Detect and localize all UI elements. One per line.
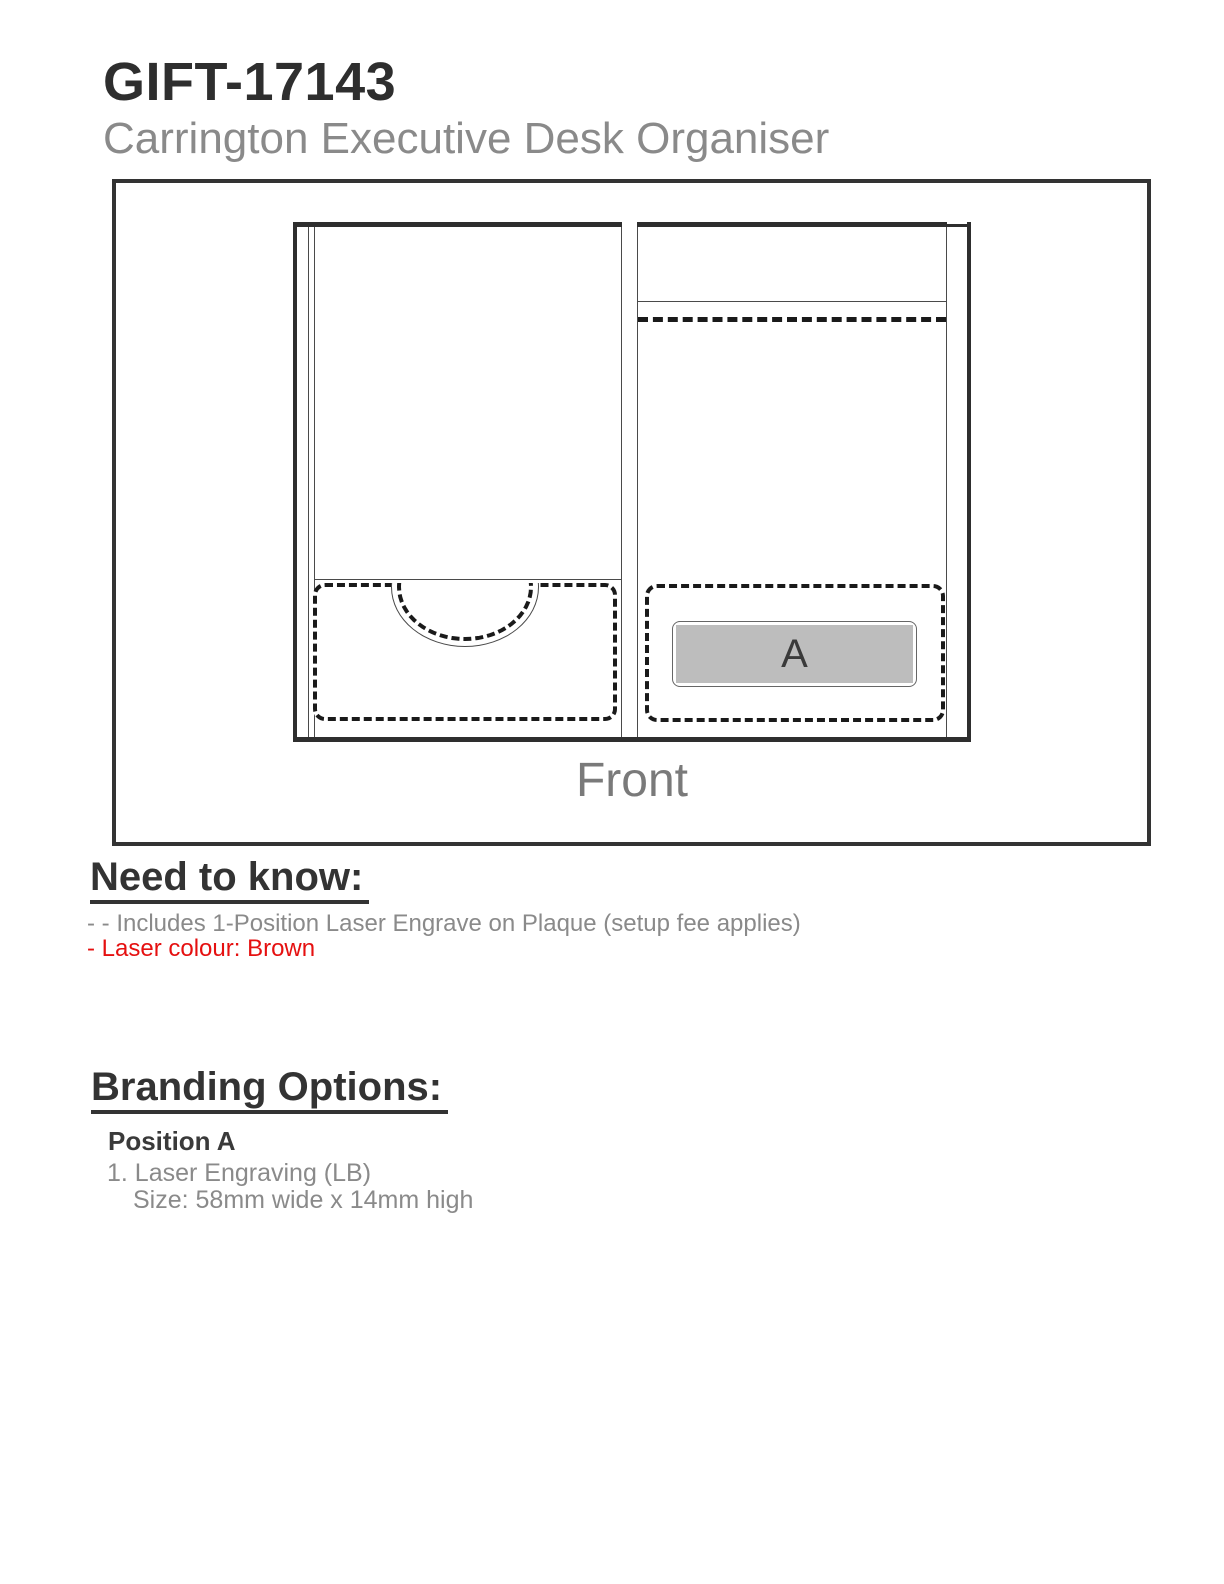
left-compartment-bottom-line — [314, 579, 621, 580]
right-pocket-dashed-edge — [638, 317, 946, 322]
card-pocket — [313, 583, 617, 721]
need-to-know-list — [87, 912, 801, 961]
engraving-plaque-outline — [672, 621, 917, 687]
branding-method: 1. Laser Engraving (LB) — [107, 1159, 372, 1187]
product-name-subtitle: Carrington Executive Desk Organiser — [103, 114, 830, 163]
plaque-pocket — [645, 584, 945, 722]
center-divider-line-left — [621, 227, 622, 737]
front-view-label: Front — [575, 754, 689, 807]
center-divider-line-right — [637, 227, 638, 737]
branding-size: Size: 58mm wide x 14mm high — [133, 1186, 474, 1214]
right-shelf-line — [637, 301, 946, 302]
branding-position-details — [107, 1160, 473, 1214]
need-to-know-item: - - Includes 1-Position Laser Engrave on Plaque (setup fee applies) — [87, 910, 801, 937]
need-to-know-item-laser-colour: - Laser colour: Brown — [87, 934, 316, 962]
top-bar-notch — [947, 222, 967, 224]
left-wall-line — [308, 227, 309, 737]
organiser-front-diagram — [293, 222, 971, 742]
need-to-know-heading: Need to know: — [90, 856, 369, 904]
figure-panel — [112, 179, 1151, 846]
thumb-notch — [380, 583, 550, 647]
branding-position-title: Position A — [108, 1126, 236, 1156]
top-bar-gap — [622, 222, 637, 227]
position-a-marker: A — [781, 631, 808, 676]
product-code-title: GIFT-17143 — [103, 52, 397, 112]
engraving-plaque — [676, 625, 913, 683]
branding-options-heading: Branding Options: — [91, 1066, 448, 1114]
right-wall-line — [946, 227, 947, 737]
